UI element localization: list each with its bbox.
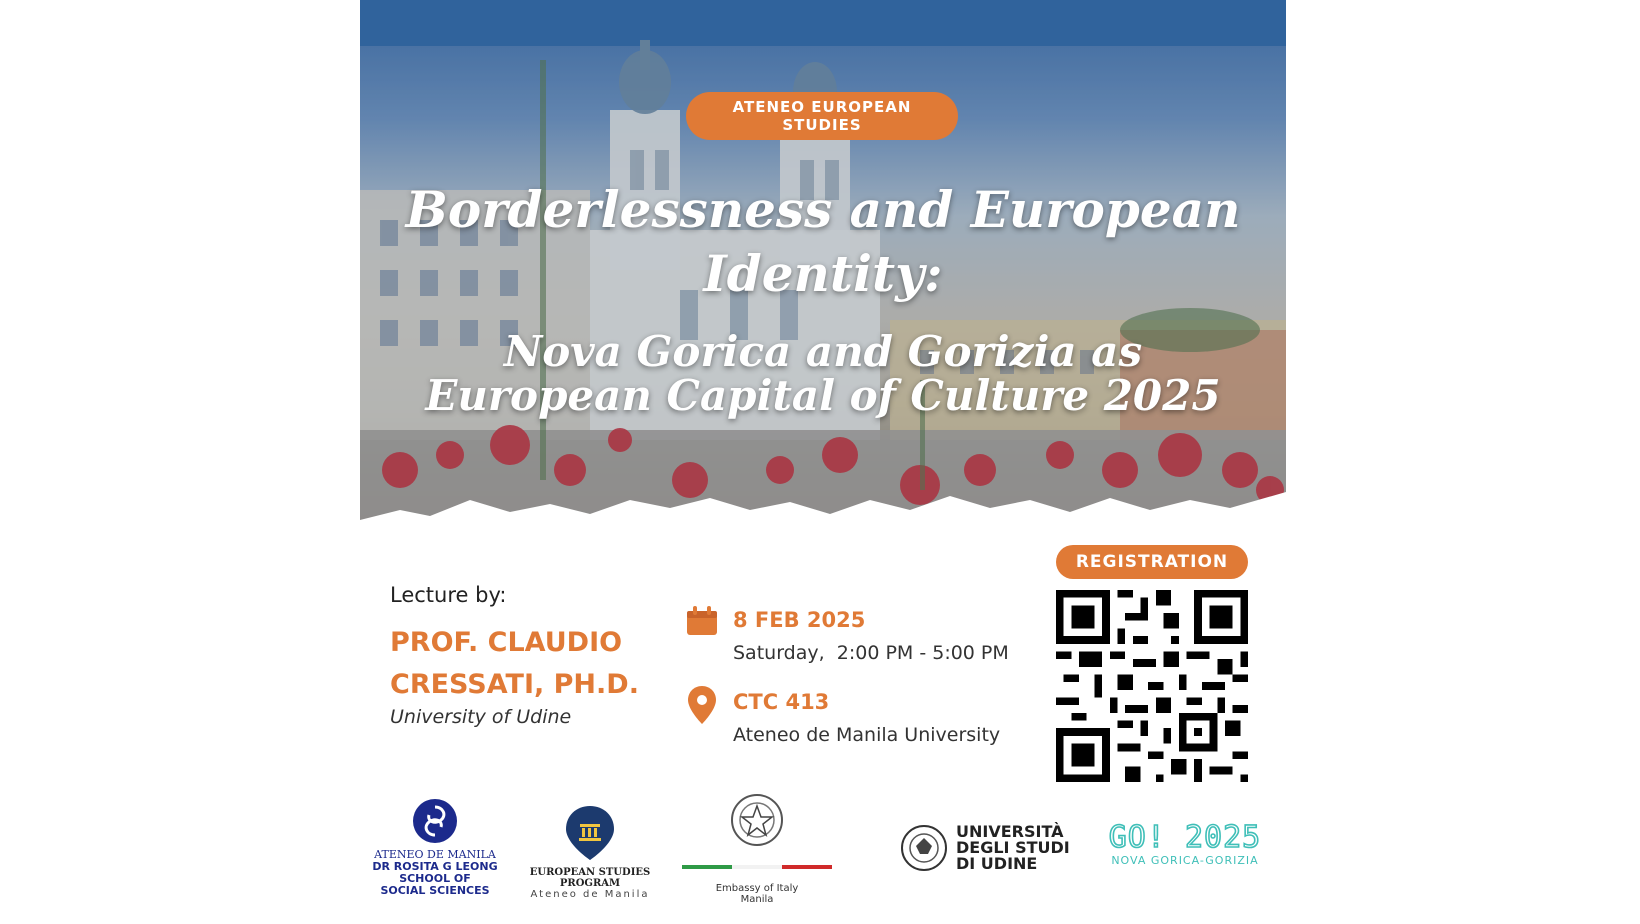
badge-line1: ATENEO EUROPEAN: [732, 98, 912, 116]
location-pin-icon: [687, 686, 717, 724]
udine-line3: DI UDINE: [956, 854, 1038, 873]
embassy-of-italy-logo: [682, 790, 832, 905]
event-date: 8 FEB 2025: [733, 608, 866, 632]
registration-label: REGISTRATION: [1056, 545, 1248, 579]
speaker-line1: PROF. CLAUDIO: [390, 627, 623, 658]
european-studies-logo: [510, 804, 670, 900]
program-badge: [686, 92, 958, 140]
title-line1: Borderlessness and European: [405, 180, 1241, 239]
go2025-wordmark: GO! 2025: [1108, 820, 1262, 855]
torn-paper-edge: [360, 470, 1286, 540]
calendar-icon: [686, 606, 718, 636]
main-title: [360, 178, 1286, 306]
ateneo-seal-icon: [412, 798, 458, 844]
speaker-line2: CRESSATI, PH.D.: [390, 669, 639, 700]
ateneo-line2: DR ROSITA G LEONG: [372, 860, 498, 873]
udine-line2: DEGLI STUDI: [956, 838, 1070, 857]
subtitle-line1: Nova Gorica and Gorizia as: [503, 327, 1143, 376]
speaker-affiliation: University of Udine: [390, 706, 572, 728]
udine-seal-icon: [900, 824, 948, 872]
badge-line2: STUDIES: [782, 116, 862, 134]
hero-photo: [360, 0, 1286, 540]
ateneo-line4: SOCIAL SCIENCES: [380, 884, 490, 897]
speaker-name: [390, 622, 680, 706]
ateneo-line3: SCHOOL OF: [399, 872, 471, 885]
embassy-line2: Manila: [740, 894, 774, 905]
subtitle: [360, 327, 1286, 420]
lecture-label: Lecture by:: [390, 583, 507, 607]
esp-line1: EUROPEAN STUDIES PROGRAM: [529, 867, 651, 889]
udine-line1: UNIVERSITÀ: [956, 822, 1064, 841]
esp-line2: Ateneo de Manila: [530, 889, 650, 900]
event-poster: [360, 0, 1286, 924]
go-2025-logo: [1100, 822, 1270, 867]
pin-building-icon: [563, 804, 617, 862]
subtitle-line2: European Capital of Culture 2025: [425, 371, 1221, 420]
ateneo-soss-logo: [370, 798, 500, 897]
registration-qr-code[interactable]: [1056, 590, 1248, 782]
go2025-subline: NOVA GORICA-GORIZIA: [1111, 854, 1259, 867]
event-venue: CTC 413: [733, 690, 830, 714]
event-time: Saturday, 2:00 PM - 5:00 PM: [733, 642, 1009, 664]
event-venue-detail: Ateneo de Manila University: [733, 724, 1001, 746]
italian-emblem-icon: [728, 790, 786, 852]
italian-flag-stripe: [682, 864, 832, 870]
embassy-line1: Embassy of Italy: [715, 883, 799, 894]
ateneo-line1: ATENEO DE MANILA: [374, 848, 496, 861]
title-line2: Identity:: [703, 244, 943, 303]
